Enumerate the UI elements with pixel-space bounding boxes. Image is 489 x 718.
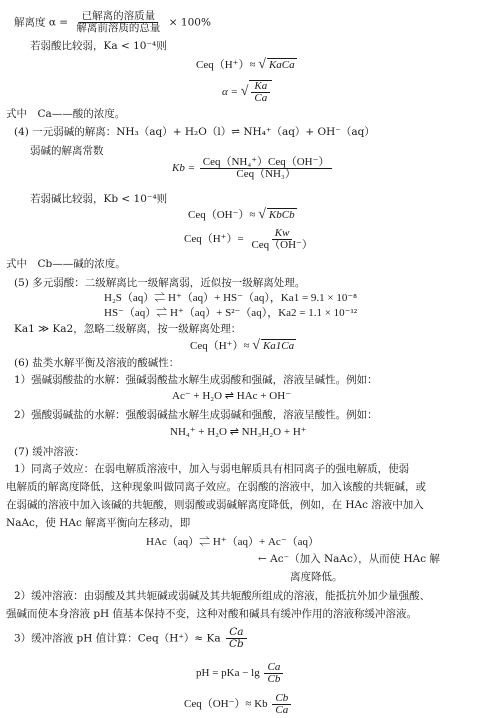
fraction-numerator: Kw [272, 228, 293, 240]
hac-equilibrium-eq: HAc（aq）⇌ H⁺（aq）+ Ac⁻（aq） [146, 536, 320, 548]
eq-lhs: Ceq（OH⁻）≈ Kb [184, 698, 268, 711]
alpha-approx [222, 80, 272, 104]
oh-conc-approx [188, 208, 297, 222]
fraction-denominator: Cb [267, 673, 281, 685]
sqrt-body [249, 80, 272, 104]
buffer-heading: (7) 缓冲溶液： [14, 446, 85, 458]
strong-base-weak-acid-salt: 1）强碱弱酸盐的水解：强碱弱酸盐水解生成弱酸和强碱，溶液呈碱性。例如： [14, 374, 378, 386]
ka-comparison: Ka1 ≫ Ka2，忽略二级解离，按一级解离处理： [14, 323, 242, 335]
salt-hydrolysis-heading: (6) 盐类水解平衡及溶液的酸碱性： [14, 357, 180, 369]
eq-lhs: pH = pKa − lg [196, 667, 260, 680]
naac-addition-note-end: 离度降低。 [290, 571, 343, 583]
fraction-denominator: Ca [275, 704, 289, 716]
acid-conc-note: 式中 Ca——酸的浓度。 [6, 108, 126, 120]
buffer-definition-line1: 2）缓冲溶液：由弱酸及其共轭碱或弱碱及其共轭酸所组成的溶液，能抵抗外加少量强酸、 [14, 590, 431, 602]
buffer-ph-calc [14, 627, 249, 650]
eq-lhs: Kb = [172, 162, 196, 175]
eq-lhs: 3）缓冲溶液 pH 值计算：Ceq（H⁺）≈ Ka [14, 632, 221, 645]
strong-acid-weak-base-salt: 2）强酸弱碱盐的水解：强酸弱碱盐水解生成弱碱和强酸，溶液呈酸性。例如： [14, 409, 378, 421]
alpha-definition [14, 11, 211, 34]
eq-lhs: Ceq（H⁺）≈ [196, 59, 256, 71]
fraction-numerator: 已解离的溶质量 [79, 11, 159, 23]
sqrt-icon: √ [240, 84, 249, 100]
weak-base-condition: 若弱碱比较弱，Kb < 10⁻⁴则 [30, 193, 168, 205]
weak-base-dissociation: (4) 一元弱碱的解离：NH₃（aq）+ H₂O（l）⇌ NH₄⁺（aq）+ OH⁻（aq） [14, 126, 375, 138]
eq-lhs: Ceq（H⁺）≈ [190, 340, 250, 352]
sqrt-icon: √ [252, 338, 260, 353]
eq-lhs: Ceq（OH⁻）≈ [188, 209, 256, 221]
common-ion-effect-line1: 1）同离子效应：在弱电解质溶液中，加入与弱电解质具有相同离子的强电解质，使弱 [14, 463, 410, 475]
eq-lhs: α = [222, 86, 238, 99]
buffer-oh-calc [184, 693, 293, 716]
fraction-numerator: Ca [226, 627, 246, 639]
common-ion-effect-line2: 电解质的解离度降低，这种现象叫做同离子效应。在弱酸的溶液中，加入该酸的共轭碱，或 [6, 481, 426, 493]
base-conc-note: 式中 Cb——碱的浓度。 [6, 258, 126, 270]
fraction-numerator: Ka [251, 81, 270, 93]
kb-expression [172, 157, 334, 180]
percent-factor: × 100% [168, 16, 211, 29]
polyprotic-acid-heading: (5) 多元弱酸：二级解离比一级解离弱，近似按一级解离处理。 [14, 277, 306, 289]
fraction-numerator: Ceq（NH₄⁺）Ceq（OH⁻） [200, 157, 333, 169]
h-conc-approx [196, 58, 297, 72]
buffer-definition-line2: 强碱而使本身溶液 pH 值基本保持不变，这种对酸和碱具有缓冲作用的溶液称缓冲溶液。 [6, 608, 418, 620]
alpha-label: 解离度 α = [14, 16, 69, 29]
weak-base-constant-label: 弱碱的解离常数 [30, 145, 104, 157]
common-ion-effect-line4: NaAc，使 HAc 解离平衡向左移动，即 [6, 517, 191, 529]
fraction-denominator: Ca [254, 92, 268, 104]
ammonium-hydrolysis-eq: NH₄⁺ + H₂O ⇌ NH₃H₂O + H⁺ [170, 426, 307, 438]
h2s-first-dissociation: H₂S（aq）⇌ H⁺（aq）+ HS⁻（aq），Ka1 = 9.1 × 10⁻⁸ [104, 292, 357, 304]
eq-lhs: Ceq（H⁺）= [184, 233, 244, 246]
polyprotic-h-approx [190, 339, 296, 353]
sqrt-body: KbCb [268, 209, 295, 221]
common-ion-effect-line3: 在弱碱的溶液中加入该碱的共轭酸，则弱酸或弱碱解离度降低，例如，在 HAc 溶液中加入 [6, 499, 424, 511]
fraction-numerator: Ca [264, 662, 283, 674]
fraction-denominator: 解离前溶质的总量 [76, 22, 161, 34]
h-from-kw [184, 228, 318, 251]
henderson-equation [196, 662, 285, 685]
sqrt-icon: √ [258, 207, 266, 222]
fraction-denominator: Cb [229, 638, 244, 650]
naac-addition-note: ← Ac⁻（加入 NaAc），从而使 HAc 解 [258, 553, 440, 565]
acetate-hydrolysis-eq: Ac⁻ + H₂O ⇌ HAc + OH⁻ [172, 390, 291, 402]
sqrt-body: KaCa [268, 59, 295, 71]
fraction-numerator: Cb [272, 693, 291, 705]
sqrt-body: Ka1Ca [262, 340, 295, 352]
fraction-denominator: Ceq（OH⁻） [251, 239, 313, 251]
weak-acid-condition: 若弱酸比较弱，Ka < 10⁻⁴则 [30, 40, 167, 52]
sqrt-icon: √ [258, 57, 266, 72]
hs-second-dissociation: HS⁻（aq）⇌ H⁺（aq）+ S²⁻（aq），Ka2 = 1.1 × 10⁻¹² [104, 307, 358, 319]
fraction-denominator: Ceq（NH₃） [236, 168, 296, 180]
alpha-fraction [73, 11, 163, 34]
